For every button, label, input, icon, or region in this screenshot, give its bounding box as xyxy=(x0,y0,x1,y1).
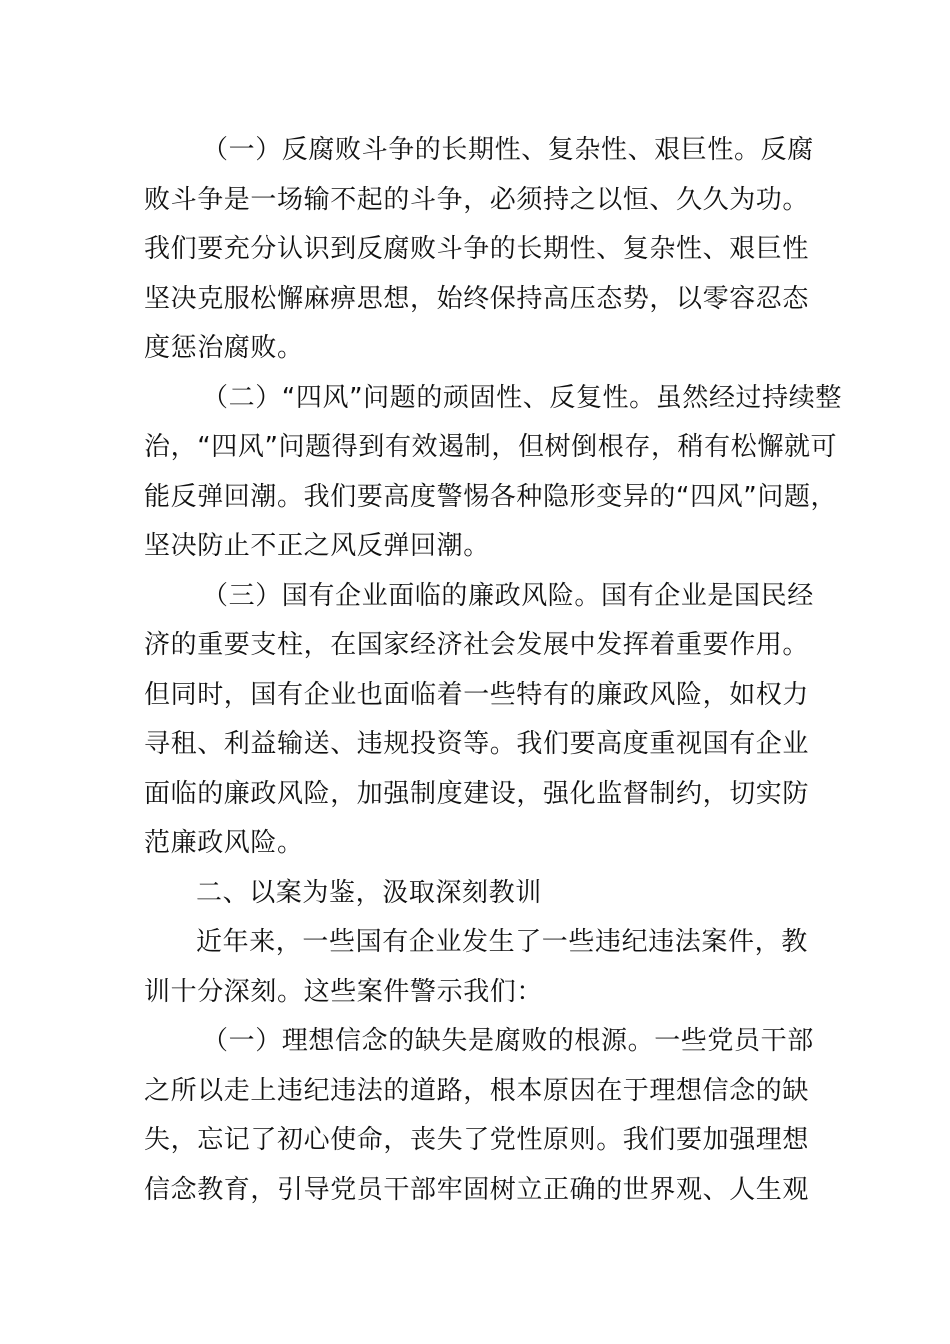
paragraph-5-line-4: 信念教育，引导党员干部牢固树立正确的世界观、人生观 xyxy=(144,1174,810,1205)
paragraph-2-line-4: 坚决防止不正之风反弹回潮。 xyxy=(144,531,490,561)
paragraph-1-line-2: 败斗争是一场输不起的斗争，必须持之以恒、久久为功。 xyxy=(144,184,810,215)
paragraph-5-line-2: 之所以走上违纪违法的道路，根本原因在于理想信念的缺 xyxy=(144,1075,810,1106)
paragraph-3-line-3: 但同时，国有企业也面临着一些特有的廉政风险，如权力 xyxy=(144,679,810,710)
paragraph-3-line-6: 范廉政风险。 xyxy=(144,828,304,858)
paragraph-3-line-5: 面临的廉政风险，加强制度建设，强化监督制约，切实防 xyxy=(144,778,810,809)
paragraph-1-line-3: 我们要充分认识到反腐败斗争的长期性、复杂性、艰巨性 xyxy=(144,234,810,264)
paragraph-3-line-4: 寻租、利益输送、违规投资等。我们要高度重视国有企业 xyxy=(144,729,810,759)
paragraph-1-line-5: 度惩治腐败。 xyxy=(144,333,304,363)
paragraph-1-line-1: （一）反腐败斗争的长期性、复杂性、艰巨性。反腐 xyxy=(202,135,814,165)
section-heading: 二、以案为鉴，汲取深刻教训 xyxy=(196,877,542,908)
paragraph-5-line-3: 失，忘记了初心使命，丧失了党性原则。我们要加强理想 xyxy=(144,1125,810,1155)
paragraph-5-line-1: （一）理想信念的缺失是腐败的根源。一些党员干部 xyxy=(202,1026,814,1056)
paragraph-3-line-1: （三）国有企业面临的廉政风险。国有企业是国民经 xyxy=(202,580,814,611)
paragraph-1-line-4: 坚决克服松懈麻痹思想，始终保持高压态势，以零容忍态 xyxy=(144,283,810,314)
paragraph-4-line-1: 近年来，一些国有企业发生了一些违纪违法案件，教 xyxy=(196,927,808,957)
paragraph-2-line-1: （二）“四风”问题的顽固性、反复性。虽然经过持续整 xyxy=(202,382,842,413)
paragraph-4-line-2: 训十分深刻。这些案件警示我们： xyxy=(144,976,544,1007)
document-body xyxy=(144,126,842,1215)
paragraph-2-line-3: 能反弹回潮。我们要高度警惕各种隐形变异的“四风”问题， xyxy=(144,481,838,512)
paragraph-2-line-2: 治，“四风”问题得到有效遏制，但树倒根存，稍有松懈就可 xyxy=(144,432,838,462)
paragraph-3-line-2: 济的重要支柱，在国家经济社会发展中发挥着重要作用。 xyxy=(144,630,810,660)
